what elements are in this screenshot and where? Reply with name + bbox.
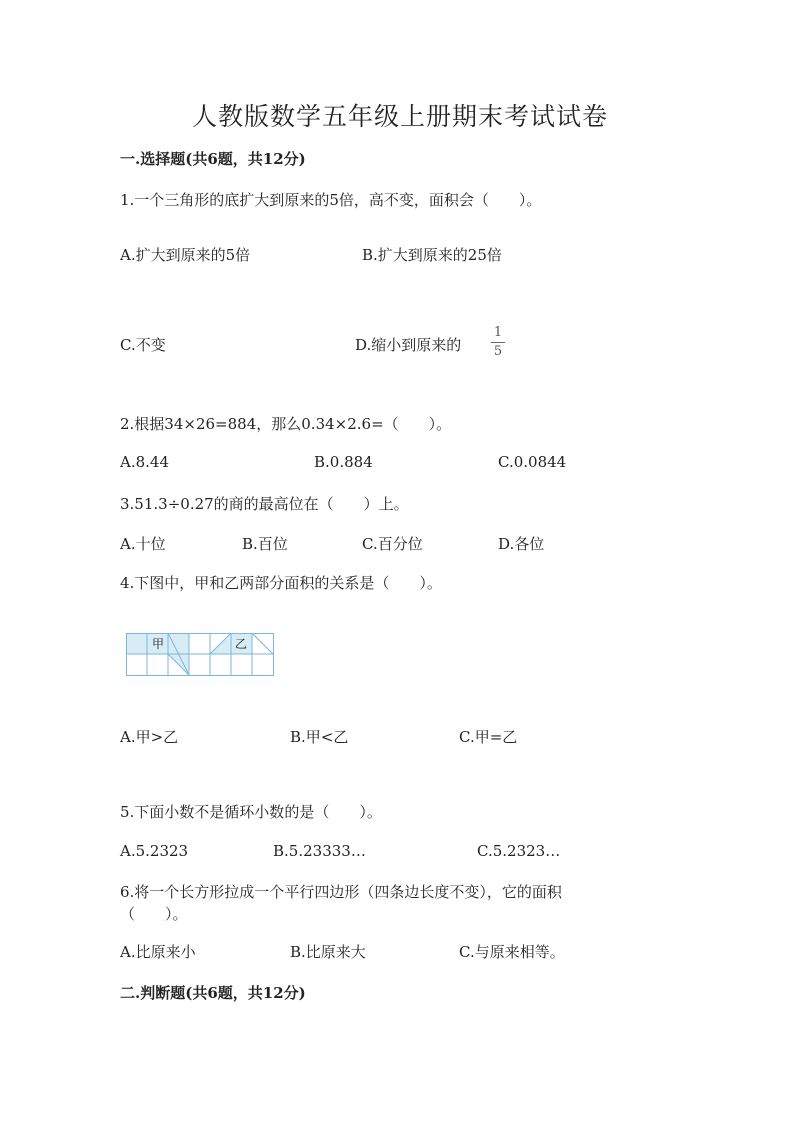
q1-option-c: C.不变	[120, 336, 166, 354]
q5-option-c: C.5.2323…	[477, 842, 561, 860]
q2-option-a: A.8.44	[120, 453, 169, 471]
question-1-stem: 1.一个三角形的底扩大到原来的5倍，高不变，面积会（ ）。	[120, 191, 542, 209]
q4-option-b: B.甲<乙	[290, 728, 349, 746]
question-3-stem: 3.51.3÷0.27的商的最高位在（ ）上。	[120, 495, 409, 513]
q2-option-b: B.0.884	[314, 453, 373, 471]
question-5-stem: 5.下面小数不是循环小数的是（ ）。	[120, 803, 382, 821]
q5-option-b: B.5.23333…	[273, 842, 366, 860]
q1-option-a: A.扩大到原来的5倍	[120, 246, 251, 264]
q5-option-a: A.5.2323	[120, 842, 189, 860]
q3-option-c: C.百分位	[362, 535, 423, 553]
jia-label: 甲	[152, 637, 165, 651]
q4-grid-figure	[126, 633, 276, 677]
section-heading-judgement: 二.判断题(共6题，共12分)	[120, 984, 306, 1002]
q4-option-a: A.甲>乙	[120, 728, 179, 746]
q6-option-c: C.与原来相等。	[459, 943, 565, 961]
section-heading-choice: 一.选择题(共6题，共12分)	[120, 150, 306, 168]
q1-fraction	[491, 326, 505, 359]
q2-option-c: C.0.0844	[498, 453, 567, 471]
question-4-stem: 4.下图中，甲和乙两部分面积的关系是（ ）。	[120, 574, 442, 592]
fraction-denominator: 5	[493, 344, 503, 359]
fraction-numerator: 1	[493, 325, 503, 340]
page-title: 人教版数学五年级上册期末考试试卷	[191, 102, 608, 131]
q3-option-d: D.各位	[498, 535, 545, 553]
q1-option-b: B.扩大到原来的25倍	[362, 246, 502, 264]
q6-option-a: A.比原来小	[120, 943, 196, 961]
question-2-stem: 2.根据34×26=884，那么0.34×2.6=（ ）。	[120, 415, 452, 433]
yi-label: 乙	[235, 637, 248, 651]
q6-option-b: B.比原来大	[290, 943, 366, 961]
question-6-stem-line-2: （ ）。	[120, 905, 188, 923]
question-6-stem-line-1: 6.将一个长方形拉成一个平行四边形（四条边长度不变），它的面积	[120, 883, 562, 901]
q4-option-c: C.甲=乙	[459, 728, 518, 746]
q3-option-b: B.百位	[242, 535, 288, 553]
q3-option-a: A.十位	[120, 535, 166, 553]
q1-option-d: D.缩小到原来的	[355, 336, 462, 354]
